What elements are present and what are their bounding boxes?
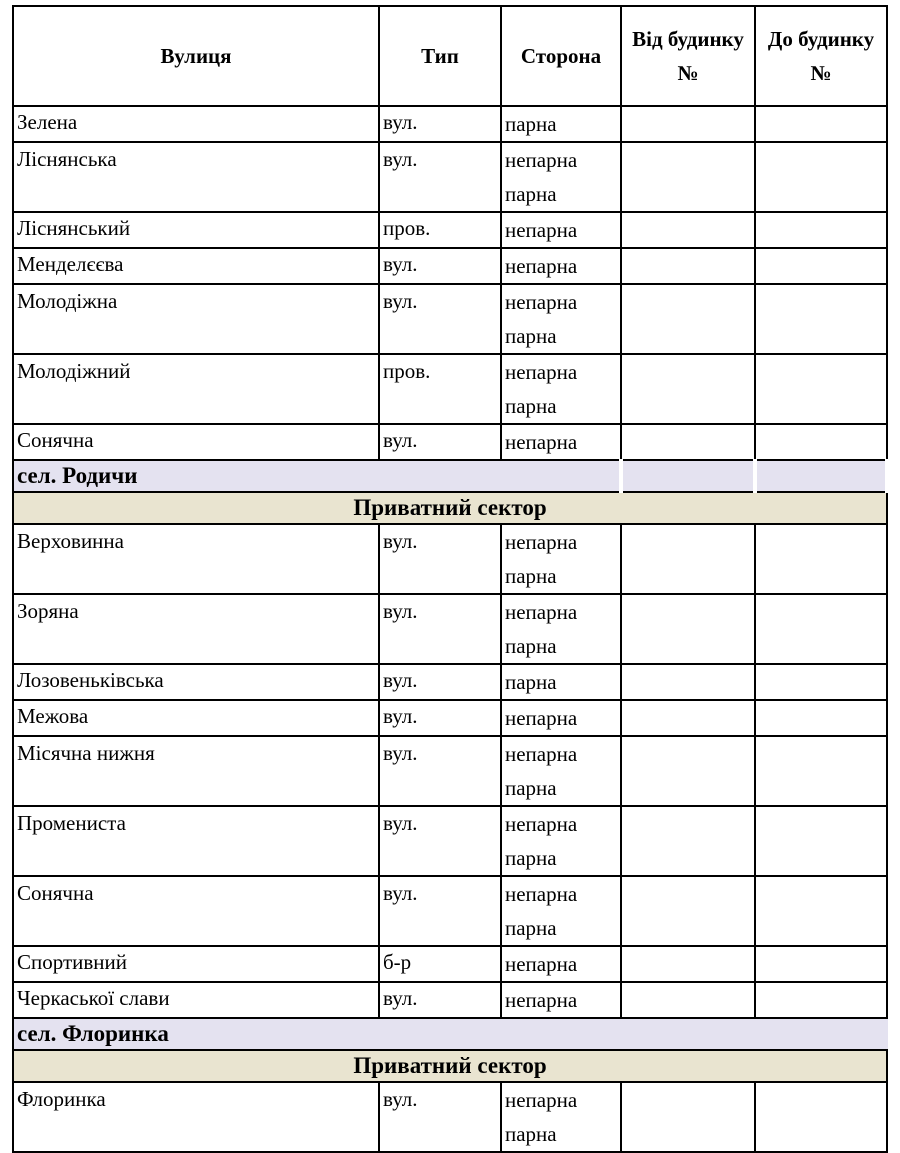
type-cell: вул. (379, 142, 501, 212)
street-cell: Ліснянська (13, 142, 379, 212)
header-street: Вулиця (13, 6, 379, 106)
from-cell (621, 248, 755, 284)
side-cell (501, 524, 621, 594)
side-value: непарна (505, 290, 578, 314)
from-cell (621, 594, 755, 664)
to-cell (755, 354, 887, 424)
side-cell (501, 982, 621, 1018)
table-row (13, 700, 887, 736)
street-cell: Лозовеньківська (13, 664, 379, 700)
from-cell (621, 142, 755, 212)
type-cell: вул. (379, 982, 501, 1018)
from-cell (621, 284, 755, 354)
to-cell (755, 248, 887, 284)
village-rodychi-body (13, 460, 887, 524)
type-cell: вул. (379, 876, 501, 946)
side-cell (501, 106, 621, 142)
street-cell: Зоряна (13, 594, 379, 664)
village-to-cell (755, 460, 887, 492)
street-cell: Сонячна (13, 424, 379, 460)
side-value: парна (505, 846, 557, 870)
group1-body (13, 106, 887, 460)
side-value: парна (505, 564, 557, 588)
side-value: непарна (505, 742, 578, 766)
to-cell (755, 142, 887, 212)
side-value: парна (505, 1122, 557, 1146)
side-value: непарна (505, 430, 578, 454)
from-cell (621, 212, 755, 248)
table-row (13, 354, 887, 424)
side-value: непарна (505, 988, 578, 1012)
from-cell (621, 946, 755, 982)
table-row (13, 594, 887, 664)
side-value: непарна (505, 1088, 578, 1112)
side-value: непарна (505, 882, 578, 906)
side-value: непарна (505, 254, 578, 278)
side-value: непарна (505, 530, 578, 554)
street-cell: Верховинна (13, 524, 379, 594)
side-value: непарна (505, 360, 578, 384)
from-cell (621, 1082, 755, 1152)
to-cell (755, 212, 887, 248)
from-cell (621, 806, 755, 876)
from-cell (621, 982, 755, 1018)
side-value: парна (505, 112, 557, 136)
to-cell (755, 1082, 887, 1152)
village-name: сел. Флоринка (13, 1018, 887, 1050)
side-cell (501, 876, 621, 946)
side-cell (501, 142, 621, 212)
table-row (13, 248, 887, 284)
side-value: парна (505, 776, 557, 800)
street-cell: Межова (13, 700, 379, 736)
to-cell (755, 806, 887, 876)
type-cell: вул. (379, 1082, 501, 1152)
street-cell: Спортивний (13, 946, 379, 982)
street-cell: Сонячна (13, 876, 379, 946)
village-row (13, 460, 887, 492)
type-cell: пров. (379, 354, 501, 424)
side-value: непарна (505, 812, 578, 836)
street-cell: Ліснянський (13, 212, 379, 248)
type-cell: вул. (379, 106, 501, 142)
side-value: непарна (505, 218, 578, 242)
group3-body (13, 1082, 887, 1152)
to-cell (755, 664, 887, 700)
sector-row (13, 1050, 887, 1082)
side-value: непарна (505, 148, 578, 172)
type-cell: вул. (379, 284, 501, 354)
side-cell (501, 248, 621, 284)
to-cell (755, 594, 887, 664)
side-cell (501, 1082, 621, 1152)
to-cell (755, 424, 887, 460)
side-value: парна (505, 916, 557, 940)
table-row (13, 212, 887, 248)
table-row (13, 946, 887, 982)
table-row (13, 284, 887, 354)
header-from: Від будинку № (621, 6, 755, 106)
type-cell: вул. (379, 248, 501, 284)
type-cell: вул. (379, 524, 501, 594)
type-cell: вул. (379, 700, 501, 736)
from-cell (621, 524, 755, 594)
side-cell (501, 354, 621, 424)
type-cell: вул. (379, 736, 501, 806)
sector-label: Приватний сектор (13, 492, 887, 524)
streets-table (12, 5, 889, 1153)
type-cell: вул. (379, 664, 501, 700)
to-cell (755, 946, 887, 982)
table-row (13, 106, 887, 142)
side-cell (501, 946, 621, 982)
from-cell (621, 700, 755, 736)
side-cell (501, 284, 621, 354)
type-cell: пров. (379, 212, 501, 248)
side-cell (501, 700, 621, 736)
table-row (13, 1082, 887, 1152)
type-cell: вул. (379, 424, 501, 460)
table-row (13, 982, 887, 1018)
table-row (13, 876, 887, 946)
group2-body (13, 524, 887, 1018)
to-cell (755, 284, 887, 354)
street-cell: Місячна нижня (13, 736, 379, 806)
table-row (13, 424, 887, 460)
side-value: парна (505, 670, 557, 694)
side-cell (501, 736, 621, 806)
side-value: непарна (505, 952, 578, 976)
village-florynka-body (13, 1018, 887, 1082)
side-value: парна (505, 394, 557, 418)
header-side: Сторона (501, 6, 621, 106)
street-cell: Менделєєва (13, 248, 379, 284)
from-cell (621, 736, 755, 806)
header-row (13, 6, 887, 106)
type-cell: вул. (379, 594, 501, 664)
side-value: непарна (505, 600, 578, 624)
side-value: непарна (505, 706, 578, 730)
table-row (13, 524, 887, 594)
street-cell: Флоринка (13, 1082, 379, 1152)
from-cell (621, 424, 755, 460)
from-cell (621, 354, 755, 424)
street-cell: Промениста (13, 806, 379, 876)
village-from-cell (621, 460, 755, 492)
side-cell (501, 212, 621, 248)
to-cell (755, 876, 887, 946)
street-cell: Молодіжна (13, 284, 379, 354)
side-cell (501, 806, 621, 876)
from-cell (621, 664, 755, 700)
header-to: До будинку № (755, 6, 887, 106)
sector-label: Приватний сектор (13, 1050, 887, 1082)
table-row (13, 142, 887, 212)
to-cell (755, 106, 887, 142)
sector-row (13, 492, 887, 524)
street-cell: Черкаської слави (13, 982, 379, 1018)
side-cell (501, 664, 621, 700)
to-cell (755, 524, 887, 594)
village-row (13, 1018, 887, 1050)
header-type: Тип (379, 6, 501, 106)
street-cell: Молодіжний (13, 354, 379, 424)
table-row (13, 736, 887, 806)
from-cell (621, 106, 755, 142)
side-value: парна (505, 182, 557, 206)
side-cell (501, 424, 621, 460)
table-row (13, 806, 887, 876)
village-name: сел. Родичи (13, 460, 621, 492)
to-cell (755, 736, 887, 806)
type-cell: б-р (379, 946, 501, 982)
to-cell (755, 982, 887, 1018)
from-cell (621, 876, 755, 946)
to-cell (755, 700, 887, 736)
side-value: парна (505, 634, 557, 658)
table-row (13, 664, 887, 700)
side-value: парна (505, 324, 557, 348)
street-cell: Зелена (13, 106, 379, 142)
side-cell (501, 594, 621, 664)
type-cell: вул. (379, 806, 501, 876)
